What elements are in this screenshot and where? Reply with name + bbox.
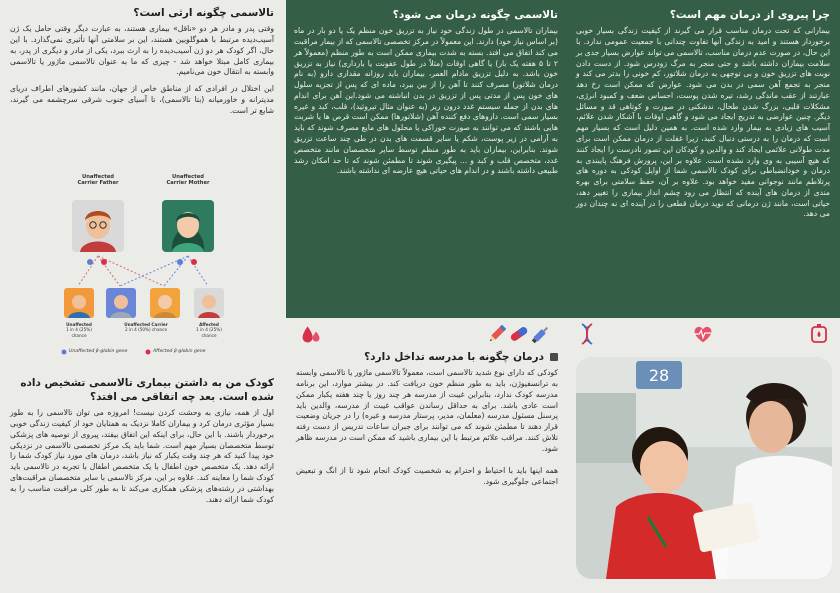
syringe-icon	[530, 323, 552, 345]
middle-icon-row	[292, 320, 560, 348]
mother-caption: Unaffected Carrier Mother	[166, 174, 210, 187]
child-caption-unaffected: Unaffected 1 in 4 (25%) chance	[66, 322, 92, 338]
school-closing: همه اینها باید با احتیاط و احترام به شخصیت کودک انجام شود تا از انگ و تبعیض اجتماعی جلوگیری شود.	[296, 466, 558, 487]
child-treatment-photo	[576, 357, 832, 579]
school-body: کودکی که دارای نوع شدید تالاسمی است، معمولاً تالاسمی ماژور یا تالاسمی وابسته به ترانسفیوژن، باید به طور منظم خون دریافت کند. در بیشتر موارد، این برنامه مدرسه کودک ندارد، بنابراین غیبت از مدرسه هر چند روز یا چند هفته یکبار ممکن است عادی باشد. برای به حداقل رساندن عواقب غیبت از مدرسه، والدین باید پرسنل مسئول مدرسه (معلمان، مدیر، پرستار مدرسه و غیره) را در جریان وضعیت قرار دهند تا مطمئن شوند که می توانند برای جبران ساعات تدریس از دست رفته تلاش کنند. مراقب علائم مرتبط با این بیماری باشید که ممکن است در مدرسه ظاهر شود.	[296, 368, 558, 453]
school-title: درمان چگونه با مدرسه تداخل دارد؟	[296, 350, 558, 364]
child-carrier-1	[106, 288, 136, 318]
inheritance-section	[10, 6, 274, 116]
right-icon-row	[572, 320, 834, 348]
inheritance-body-2: این اختلال در افرادی که از مناطق خاص از جهان، مانند کشورهای اطراف دریای مدیترانه و خاورمیانه (بتا تالاسمی)، تا آسیای جنوب شرقی سرچشمه می گیرند، شایع تر است.	[10, 84, 274, 115]
blood-bag-icon	[808, 323, 830, 345]
inheritance-title: تالاسمی چگونه ارثی است؟	[133, 7, 274, 19]
child-caption-affected: Affected 1 in 4 (25%) chance	[196, 322, 222, 338]
child-carrier-2	[150, 288, 180, 318]
diagnosis-body: اول از همه، نیازی به وحشت کردن نیست! امروزه می توان تالاسمی را به طور بسیار مؤثری درمان کرد و بیماران کاملا نزدیک به همتایان خود از کیفیت زندگی خوبی برخوردار باشند. با این حال، برای اینکه این اتفاق بیفتد، پیروی از توصیه های پزشکی توسط متخصصان بسیار مهم است. شما باید یک مرکز تخصصی تالاسمی در نزدیکی خود پیدا کنید که هر چند وقت یکبار که نیاز باشد، درمان های مورد نیاز کودک شما را ارائه دهد. یک متخصص خون اطفال با یک متخصص اطفال با تجربه در تالاسمی باید کودک شما را معاینه کند. علاوه بر این، مرکز تالاسمی با سایر متخصصان مراقبت‌های بهداشتی در رشته‌های پزشکی همکاری می‌کند تا به طور کلی مراقبت مناسب را به کودک شما ارائه دهند.	[10, 408, 274, 504]
blood-drops-icon	[300, 323, 322, 345]
child-affected	[194, 288, 224, 318]
adherence-body: بیمارانی که تحت درمان مناسب قرار می گیرند از کیفیت زندگی بسیار خوبی برخوردار هستند و امید به زندگی آنها تفاوت چندانی با جمعیت عمومی ندارد. با این حال، در صورت عدم درمان مناسب، تالاسمی می تواند عوارض بسیار جدی بر سلامت بیماران داشته باشد و حتی منجر به مرگ زودرس شود. از دست دادن نوبت های تزریق خون و بی توجهی به درمان شلاتور، کم خونی را بدتر می کند و منجر به تجمع آهن سمی در بدن می شود. عوارض که ممکن است رخ دهد عبارتند از عقب ماندگی رشد، تیره شدن پوست، احساس ضعف و کمبود انرژی، مشکلات قلبی، بزرگ شدن طحال، ندشکنی در صورت و کوتاهی قد و مسائل دیگر. چنین عوارضی به تدریج ایجاد می شود و گاهی اوقات با آشکار شدن علائم، آسیب های زیادی به بیمار وارد شده است. به همین دلیل است که بسیار مهم است که درمان را به درستی دنبال کنید، زیرا غفلت از درمان ممکن است برای مدت طولانی علائمی ایجاد کند و والدین و کودکان این تصور نادرست را ایجاد کنند که هیچ آسیبی به وی وارد نشده است. علاوه بر این، پرورش فرهنگ پایبندی به درمان و خودانضباطی برای کودک تالاسمی شما از اوایل کودکی به دوره های پرتلاطم مانند نوجوانی مفید خواهد بود. علاوه بر آن، حفظ سلامتی برای بهره مندی از درمان های آینده که انتظار می رود چشم انداز بیماری را تغییر دهد، حیاتی است، مانند ژن درمانی که نوید درمان قطعی را در آینده ای نه چندان دور می دهد.	[576, 26, 830, 219]
treatment-title: تالاسمی چگونه درمان می شود؟	[392, 9, 558, 21]
diagnosis-section	[10, 376, 274, 505]
adherence-section	[568, 0, 840, 318]
treatment-section	[286, 0, 568, 318]
legend-affected: Affected β-globin gene	[153, 349, 206, 354]
title-bullet-icon	[550, 353, 558, 361]
inheritance-diagram	[58, 166, 232, 362]
inheritance-body-1: وقتی پدر و مادر هر دو «ناقل» بیماری هستند، به عبارت دیگر وقتی حامل یک ژن آسیب‌دیده مرتبط با هموگلوبین هستند، این بر سلامتی آنها تأثیری نمی‌گذارد. با این حال، اگر کودک هر دو ژن آسیب‌دیده را به ارث ببرد، یکی از مادر و دیگری از پدر، به بیماری کامل مبتلا خواهد شد - چیزی که ما به عنوان تالاسمی ماژور یا تالاسمی وابسته به انتقال خون می‌نامیم.	[10, 24, 274, 77]
heartbeat-icon	[692, 323, 714, 345]
father-caption: Unaffected Carrier Father	[77, 174, 119, 187]
child-caption-carrier: Unaffected Carrier 2 in 4 (50%) chance	[124, 322, 168, 333]
right-panel	[568, 0, 840, 593]
treatment-body: بیماران تالاسمی در طول زندگی خود نیاز به تزریق خون منظم یک یا دو بار در ماه (بر اساس نیاز خود) دارند. این معمولاً در مرکز تخصصی تالاسمی که از بیمار مراقبت می کند اتفاق می افتد. بسته به شدت بیماری ممکن است به طور منظم (معمولاً هر ۲ تا ۵ هفته یک بار) یا گاهی اوقات (مثلاً در طول عفونت یا بارداری) نیاز به تزریق خون باشد. به دلیل تزریق مادام العمر، بیماران باید روزانه مقداری دارو (به نام درمان شلاتور) مصرف کنند تا آهن را از بین ببرد، ماده ای که پس از تجزیه سلول های خون پس از مدتی پس از تزریق در بدن انباشته می شود.این آهن برای اندام های بدن از جمله سیستم غدد درون ریز (به عنوان مثال تیروئید)، قلب، کبد و غیره بسیار سمی است. داروهای دفع کننده آهن (شلاتورها) ممکن است قرص ها یا شربت هایی باشند که می توانند به صورت خوراکی یا محلول های مایع مصرف شوند که باید به آرامی در زیر پوست، شکم یا سایر قسمت های بدن در طی چند ساعت تزریق شوند. بنابراین، بیماران باید به طور منظم توسط سایر متخصصان مانند متخصص غدد، متخصص قلب و کبد و ... پیگیری شوند تا مطمئن شوند که تا حد امکان رشد طبیعی داشته باشند و در اندام های حیاتی هیچ عارضه ای نداشته باشند.	[294, 26, 558, 176]
school-section	[296, 350, 558, 488]
room-number-sign: 28	[648, 366, 670, 385]
diagnosis-title: کودک من به داشتن بیماری تالاسمی تشخیص داده شده است. بعد چه اتفاقی می افتد؟	[20, 377, 274, 404]
adherence-title: چرا پیروی از درمان مهم است؟	[669, 9, 830, 21]
middle-panel	[284, 0, 568, 593]
pencil-icon	[486, 323, 508, 345]
child-unaffected	[64, 288, 94, 318]
dna-icon	[576, 323, 598, 345]
pill-capsule-icon	[508, 323, 530, 345]
left-panel	[0, 0, 284, 593]
legend-unaffected: Unaffected β-globin gene	[69, 349, 128, 354]
